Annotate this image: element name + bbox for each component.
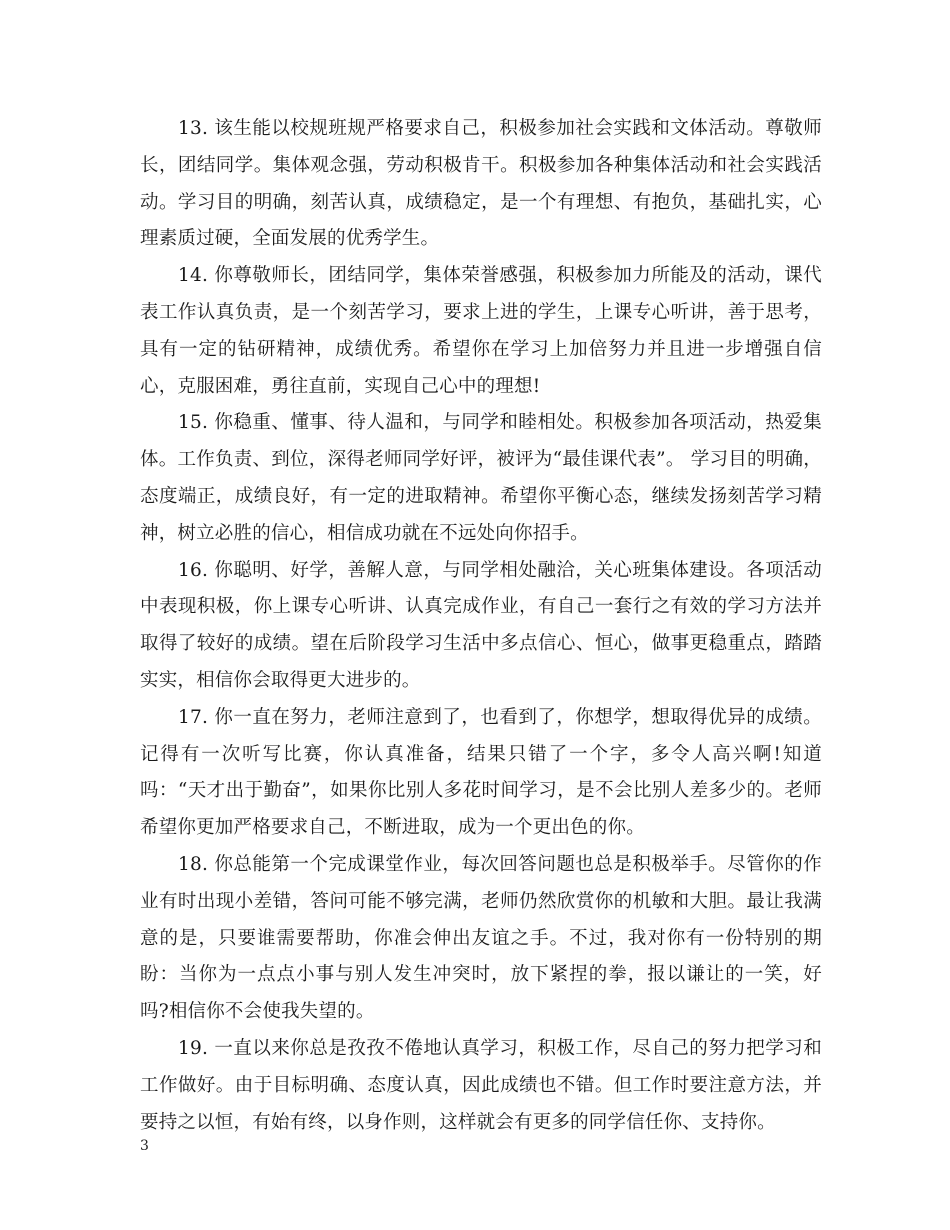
comment-paragraph-14: 14. 你尊敬师长，团结同学，集体荣誉感强，积极参加力所能及的活动，课代表工作认真负责，是一个刻苦学习，要求上进的学生，上课专心听讲，善于思考，具有一定的钻研精神，成绩优秀。希望你在学习上加倍努力并且进一步增强自信心，克服困难，勇往直前，实现自己心中的理想!: [140, 265, 822, 397]
comment-paragraph-18: 18. 你总能第一个完成课堂作业，每次回答问题也总是积极举手。尽管你的作业有时出现小差错，答问可能不够完满，老师仍然欣赏你的机敏和大胆。最让我满意的是，只要谁需要帮助，你准会伸出友谊之手。不过，我对你有一份特别的期盼：当你为一点点小事与别人发生冲突时，放下紧捏的拳，报以谦让的一笑，好吗?相信你不会使我失望的。: [140, 853, 822, 1023]
page-number: 3: [140, 1138, 149, 1154]
comment-paragraph-15: 15. 你稳重、懂事、待人温和，与同学和睦相处。积极参加各项活动，热爱集体。工作负责、到位，深得老师同学好评，被评为“最佳课代表”。 学习目的明确，态度端正，成绩良好，有一定的进取精神。希望你平衡心态，继续发扬刻苦学习精神，树立必胜的信心，相信成功就在不远处向你招手。: [140, 412, 822, 544]
comment-paragraph-13: 13. 该生能以校规班规严格要求自己，积极参加社会实践和文体活动。尊敬师长，团结同学。集体观念强，劳动积极肯干。积极参加各种集体活动和社会实践活动。学习目的明确，刻苦认真，成绩稳定，是一个有理想、有抱负，基础扎实，心理素质过硬，全面发展的优秀学生。: [140, 118, 822, 250]
comment-paragraph-17: 17. 你一直在努力，老师注意到了，也看到了，你想学，想取得优异的成绩。记得有一次听写比赛，你认真准备，结果只错了一个字，多令人高兴啊!知道吗：“天才出于勤奋”，如果你比别人多花时间学习，是不会比别人差多少的。老师希望你更加严格要求自己，不断进取，成为一个更出色的你。: [140, 706, 822, 839]
comment-paragraph-16: 16. 你聪明、好学，善解人意，与同学相处融洽，关心班集体建设。各项活动中表现积极，你上课专心听讲、认真完成作业，有自己一套行之有效的学习方法并取得了较好的成绩。望在后阶段学习生活中多点信心、恒心，做事更稳重点，踏踏实实，相信你会取得更大进步的。: [140, 559, 822, 691]
comment-paragraph-19: 19. 一直以来你总是孜孜不倦地认真学习，积极工作，尽自己的努力把学习和工作做好。由于目标明确、态度认真，因此成绩也不错。但工作时要注意方法，并要持之以恒，有始有终，以身作则，这样就会有更多的同学信任你、支持你。: [140, 1037, 822, 1133]
document-body: [140, 111, 822, 1141]
